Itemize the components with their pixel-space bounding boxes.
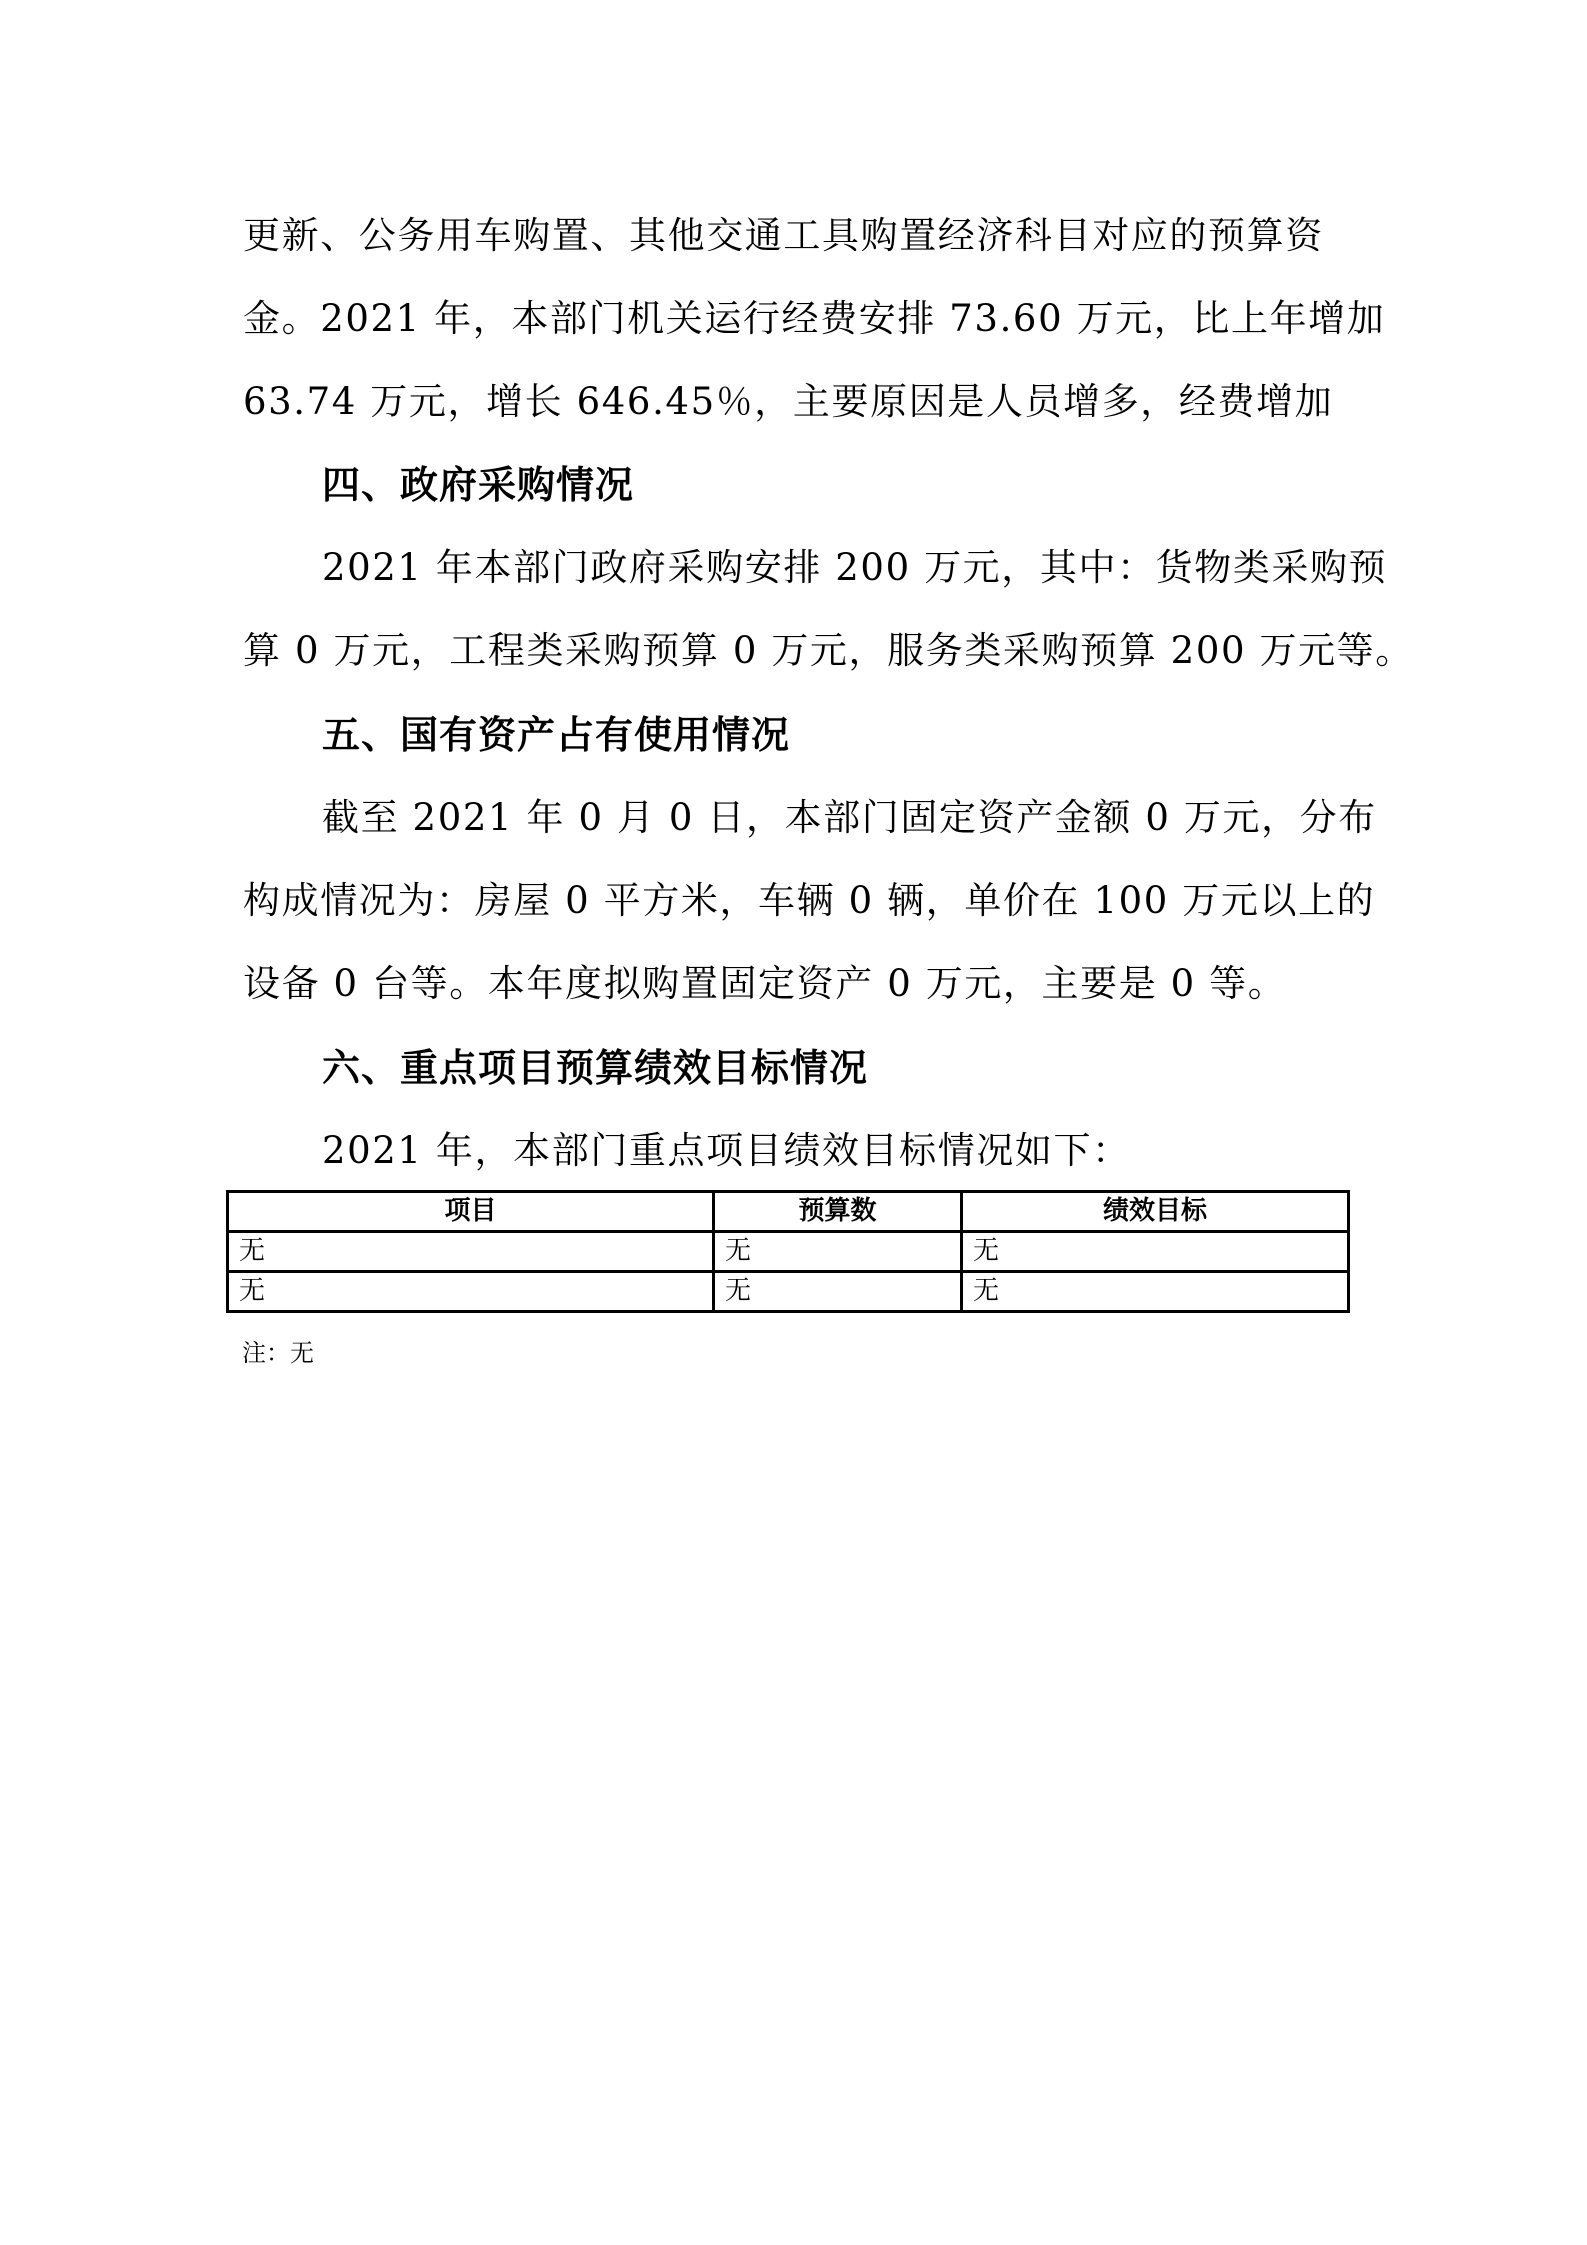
table-row (228, 1272, 1349, 1312)
section-heading-state-assets: 五、国有资产占有使用情况 (322, 713, 791, 757)
body-text-line: 截至 2021 年 0 月 0 日，本部门固定资产金额 0 万元，分布 (322, 796, 1377, 839)
table-cell: 无 (228, 1272, 714, 1312)
body-text-line: 63.74 万元，增长 646.45％，主要原因是人员增多，经费增加 (243, 380, 1334, 423)
table-cell: 无 (714, 1232, 962, 1272)
performance-target-table (226, 1190, 1350, 1313)
body-text-line: 2021 年，本部门重点项目绩效目标情况如下： (322, 1129, 1131, 1172)
body-text-line: 设备 0 台等。本年度拟购置固定资产 0 万元，主要是 0 等。 (243, 962, 1287, 1005)
column-header-project: 项目 (228, 1192, 714, 1232)
body-text-line: 构成情况为：房屋 0 平方米，车辆 0 辆，单价在 100 万元以上的 (243, 879, 1376, 922)
table-header-row (228, 1192, 1349, 1232)
column-header-budget: 预算数 (714, 1192, 962, 1232)
body-text-line: 算 0 万元，工程类采购预算 0 万元，服务类采购预算 200 万元等。 (243, 629, 1414, 672)
table-row (228, 1232, 1349, 1272)
section-heading-government-procurement: 四、政府采购情况 (322, 463, 635, 507)
body-text-line: 金。2021 年，本部门机关运行经费安排 73.60 万元，比上年增加 (243, 297, 1386, 340)
body-text-line: 2021 年本部门政府采购安排 200 万元，其中：货物类采购预 (322, 546, 1388, 589)
table-cell: 无 (714, 1272, 962, 1312)
body-text-line: 更新、公务用车购置、其他交通工具购置经济科目对应的预算资 (243, 214, 1324, 257)
table-cell: 无 (962, 1272, 1349, 1312)
section-heading-performance-targets: 六、重点项目预算绩效目标情况 (322, 1046, 869, 1090)
column-header-performance-target: 绩效目标 (962, 1192, 1349, 1232)
table-note: 注：无 (242, 1339, 314, 1367)
table-cell: 无 (228, 1232, 714, 1272)
table-cell: 无 (962, 1232, 1349, 1272)
